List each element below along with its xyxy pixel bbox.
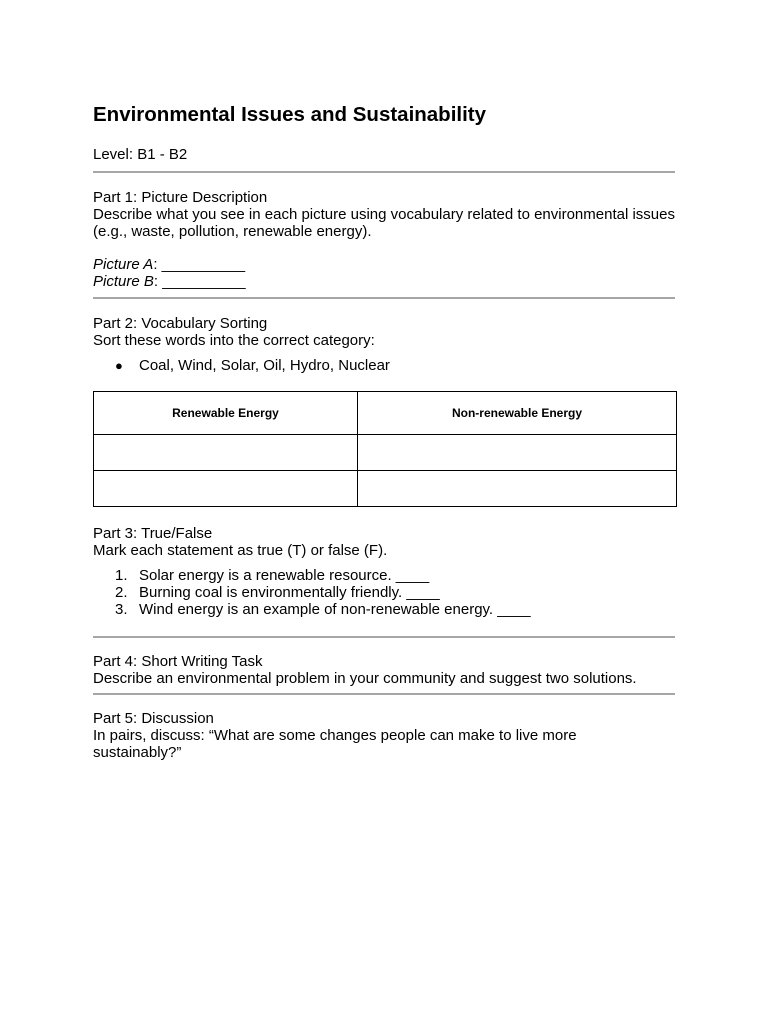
sorting-table (93, 391, 677, 507)
divider (93, 171, 675, 173)
part-5-section (93, 710, 676, 761)
picture-b-line (93, 273, 676, 290)
divider (93, 693, 675, 695)
statement-text: Wind energy is an example of non-renewable energy. ____ (139, 601, 531, 618)
part-2-section (93, 315, 676, 507)
non-renewable-cell[interactable] (358, 435, 677, 471)
divider (93, 297, 675, 299)
picture-a-label: Picture A (93, 256, 154, 273)
statement-list (93, 567, 676, 618)
part-2-instruction: Sort these words into the correct category: (93, 332, 375, 349)
list-item (93, 601, 676, 618)
part-4-instruction: Describe an environmental problem in your community and suggest two solutions. (93, 670, 637, 687)
picture-a-blank: : __________ (153, 256, 246, 273)
non-renewable-cell[interactable] (358, 471, 677, 507)
word-list (93, 357, 676, 374)
part-3-heading: Part 3: True/False (93, 525, 213, 542)
renewable-cell[interactable] (94, 471, 358, 507)
renewable-header: Renewable Energy (94, 392, 358, 435)
non-renewable-header: Non-renewable Energy (358, 392, 677, 435)
statement-number: 3. (115, 601, 128, 618)
part-5-instruction: In pairs, discuss: “What are some changes people can make to live more sustainably?” (93, 727, 577, 761)
part-1-section (93, 189, 676, 290)
table-header-row (94, 392, 677, 435)
level-label: Level: B1 - B2 (93, 146, 188, 163)
part-4-heading: Part 4: Short Writing Task (93, 653, 263, 670)
part-4-section (93, 653, 676, 687)
picture-b-blank: : __________ (153, 273, 246, 290)
part-3-instruction: Mark each statement as true (T) or false (F). (93, 542, 388, 559)
statement-number: 1. (115, 567, 128, 584)
worksheet (93, 102, 676, 761)
part-5-heading: Part 5: Discussion (93, 710, 214, 727)
divider (93, 636, 675, 638)
statement-text: Solar energy is a renewable resource. ____ (139, 567, 430, 584)
picture-b-label: Picture B (93, 273, 154, 290)
table-row (94, 471, 677, 507)
word-list-text: Coal, Wind, Solar, Oil, Hydro, Nuclear (139, 357, 390, 374)
part-1-instruction: Describe what you see in each picture using vocabulary related to environmental issues (e.g., waste, pollution, renewable energy). (93, 206, 675, 240)
bullet-icon: ● (115, 358, 123, 373)
list-item (93, 567, 676, 584)
list-item (93, 584, 676, 601)
renewable-cell[interactable] (94, 435, 358, 471)
page-title: Environmental Issues and Sustainability (93, 103, 487, 126)
part-2-heading: Part 2: Vocabulary Sorting (93, 315, 268, 332)
picture-a-line (93, 256, 676, 273)
statement-number: 2. (115, 584, 128, 601)
part-1-heading: Part 1: Picture Description (93, 189, 268, 206)
part-3-section (93, 525, 676, 618)
table-row (94, 435, 677, 471)
statement-text: Burning coal is environmentally friendly. ____ (139, 584, 440, 601)
list-item (93, 357, 676, 374)
